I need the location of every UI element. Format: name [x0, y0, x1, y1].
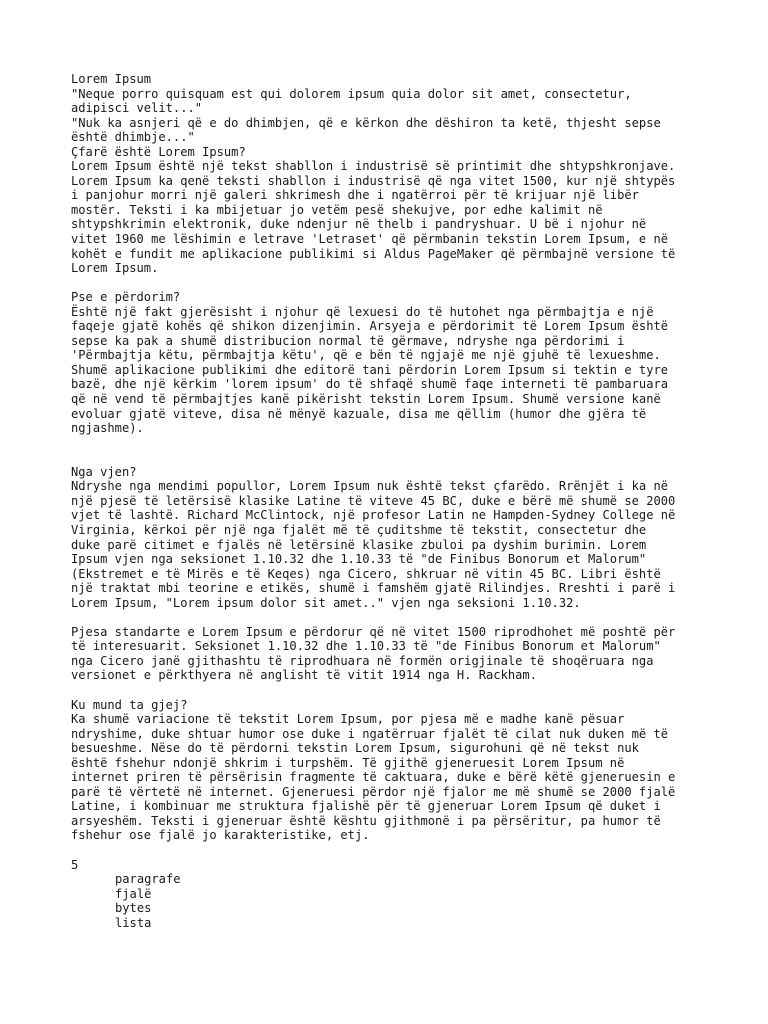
blank-line	[71, 436, 731, 451]
option-item: lista	[115, 915, 152, 930]
option-item: paragrafe	[115, 872, 181, 887]
text-line: është fshehur ndonjë shkrim i turpshëm. Të gjithë gjeneruesit Lorem Ipsum në	[71, 755, 625, 770]
text-line: Lorem Ipsum	[71, 72, 152, 86]
text-line: adipisci velit..."	[71, 101, 203, 116]
text-section	[71, 290, 731, 435]
text-section	[71, 858, 731, 873]
text-section	[71, 465, 731, 610]
text-line: Lorem Ipsum, "Lorem ipsum dolor sit amet.." vjen nga seksioni 1.10.32.	[71, 595, 581, 610]
text-line: një pjesë të letërsisë klasike Latine të viteve 45 BC, duke e bërë më shumë se 2000	[71, 493, 676, 508]
text-line: kohët e fundit me aplikacione publikimi si Aldus PageMaker që përmbajnë versione të	[71, 246, 676, 261]
text-line: Shumë aplikacione publikimi dhe editorë tani përdorin Lorem Ipsum si tektin e tyre	[71, 362, 669, 377]
text-line: shtypshkrimin elektronik, duke ndenjur në thelb i pandryshuar. U bë i njohur në	[71, 217, 647, 232]
text-section	[71, 698, 731, 843]
text-line: 'Përmbajtja këtu, përmbajtja këtu', që e bën të ngjajë me një gjuhë të lexueshme.	[71, 348, 661, 363]
text-line: ndryshime, duke shtuar humor ose duke i ngatërruar fjalët të cilat nuk duken më të	[71, 726, 669, 741]
text-line: Lorem Ipsum.	[71, 261, 159, 276]
text-line: Pse e përdorim?	[71, 290, 181, 305]
blank-line	[71, 450, 731, 465]
text-line: versionet e përkthyera në anglisht të vitit 1914 nga H. Rackham.	[71, 668, 537, 683]
text-line: arsyeshëm. Teksti i gjeneruar është kështu gjithmonë i pa përsëritur, pa humor të	[71, 813, 661, 828]
text-line: Ndryshe nga mendimi popullor, Lorem Ipsum nuk është tekst çfarëdo. Rrënjët i ka në	[71, 479, 669, 494]
text-line: sepse ka pak a shumë distribucion normal të gërmave, ndryshe nga përdorimi i	[71, 333, 625, 348]
text-line: Pjesa standarte e Lorem Ipsum e përdorur që në vitet 1500 riprodhohet më poshtë për	[71, 624, 676, 639]
text-line: vjet të lashtë. Richard McClintock, një profesor Latin ne Hampden-Sydney College në	[71, 508, 676, 523]
text-line: "Neque porro quisquam est qui dolorem ipsum quia dolor sit amet, consectetur,	[71, 86, 632, 101]
text-line: Lorem Ipsum ka qenë teksti shabllon i industrisë që nga vitet 1500, kur një shtypës	[71, 173, 676, 188]
text-line: është dhimbje..."	[71, 130, 195, 145]
text-line: Latine, i kombinuar me struktura fjalishë për të gjeneruar Lorem Ipsum që duket i	[71, 799, 661, 814]
text-line: të interesuarit. Seksionet 1.10.32 dhe 1.10.33 të "de Finibus Bonorum et Malorum"	[71, 639, 661, 654]
text-line: ngjashme).	[71, 421, 144, 436]
text-line: nga Cicero janë gjithashtu të riprodhuara në formën origjinale të shoqëruara nga	[71, 653, 654, 668]
text-line: një traktat mbi teorine e etikës, shumë i famshëm gjatë Rilindjes. Rreshti i parë i	[71, 581, 676, 596]
text-line: Çfarë është Lorem Ipsum?	[71, 144, 246, 159]
option-item: fjalë	[115, 886, 152, 901]
blank-line	[71, 276, 731, 291]
text-line: Ipsum vjen nga seksionet 1.10.32 dhe 1.10.33 të "de Finibus Bonorum et Malorum"	[71, 552, 647, 567]
text-line: fshehur ose fjalë jo karakteristike, etj.	[71, 828, 370, 843]
text-line: Ka shumë variacione të tekstit Lorem Ipsum, por pjesa më e madhe kanë pësuar	[71, 712, 625, 727]
text-line: që në vend të përmbajtjes kanë pikërisht tekstin Lorem Ipsum. Shumë versione kanë	[71, 392, 661, 407]
text-line: Virginia, kërkoi për një nga fjalët më të çuditshme të tekstit, consectetur dhe	[71, 522, 647, 537]
blank-line	[71, 843, 731, 858]
text-line: 5	[71, 857, 79, 872]
text-line: duke parë citimet e fjalës në letërsinë klasike zbuloi pa dyshim burimin. Lorem	[71, 537, 647, 552]
option-item: bytes	[115, 901, 152, 916]
blank-line	[71, 610, 731, 625]
option-list	[115, 872, 731, 930]
text-line: bazë, dhe një kërkim 'lorem ipsum' do të shfaqë shumë faqe interneti të pambaruara	[71, 377, 669, 392]
text-line: vitet 1960 me lëshimin e letrave 'Letraset' që përmbanin tekstin Lorem Ipsum, e në	[71, 232, 669, 247]
text-section	[71, 625, 731, 683]
text-line: internet priren të përsërisin fragmente të caktuara, duke e bërë këtë gjeneruesin e	[71, 770, 676, 785]
text-section	[71, 72, 731, 276]
text-line: parë të vërtetë në internet. Gjeneruesi përdor një fjalor me më shumë se 2000 fjalë	[71, 784, 676, 799]
text-line: Ku mund ta gjej?	[71, 697, 188, 712]
document-page	[71, 72, 731, 930]
text-line: evoluar gjatë viteve, disa në mënyë kazuale, disa me qëllim (humor dhe gjëra të	[71, 406, 647, 421]
text-line: Nga vjen?	[71, 464, 137, 479]
text-line: faqeje gjatë kohës që shikon dizenjimin. Arsyeja e përdorimit të Lorem Ipsum është	[71, 319, 669, 334]
text-line: "Nuk ka asnjeri që e do dhimbjen, që e kërkon dhe dëshiron ta ketë, thjesht sepse	[71, 115, 661, 130]
text-line: mostër. Teksti i ka mbijetuar jo vetëm pesë shekujve, por edhe kalimit në	[71, 202, 603, 217]
text-line: besueshme. Nëse do të përdorni tekstin Lorem Ipsum, sigurohuni që në tekst nuk	[71, 741, 639, 756]
blank-line	[71, 683, 731, 698]
text-line: (Ekstremet e të Mirës e të Keqes) nga Cicero, shkruar në vitin 45 BC. Libri është	[71, 566, 661, 581]
text-line: i panjohur morri një galeri shkrimesh dhe i ngatërroi për të krijuar një libër	[71, 188, 639, 203]
text-line: Është një fakt gjerësisht i njohur që lexuesi do të hutohet nga përmbajtja e një	[71, 304, 654, 319]
text-line: Lorem Ipsum është një tekst shabllon i industrisë së printimit dhe shtypshkronjave.	[71, 159, 676, 174]
